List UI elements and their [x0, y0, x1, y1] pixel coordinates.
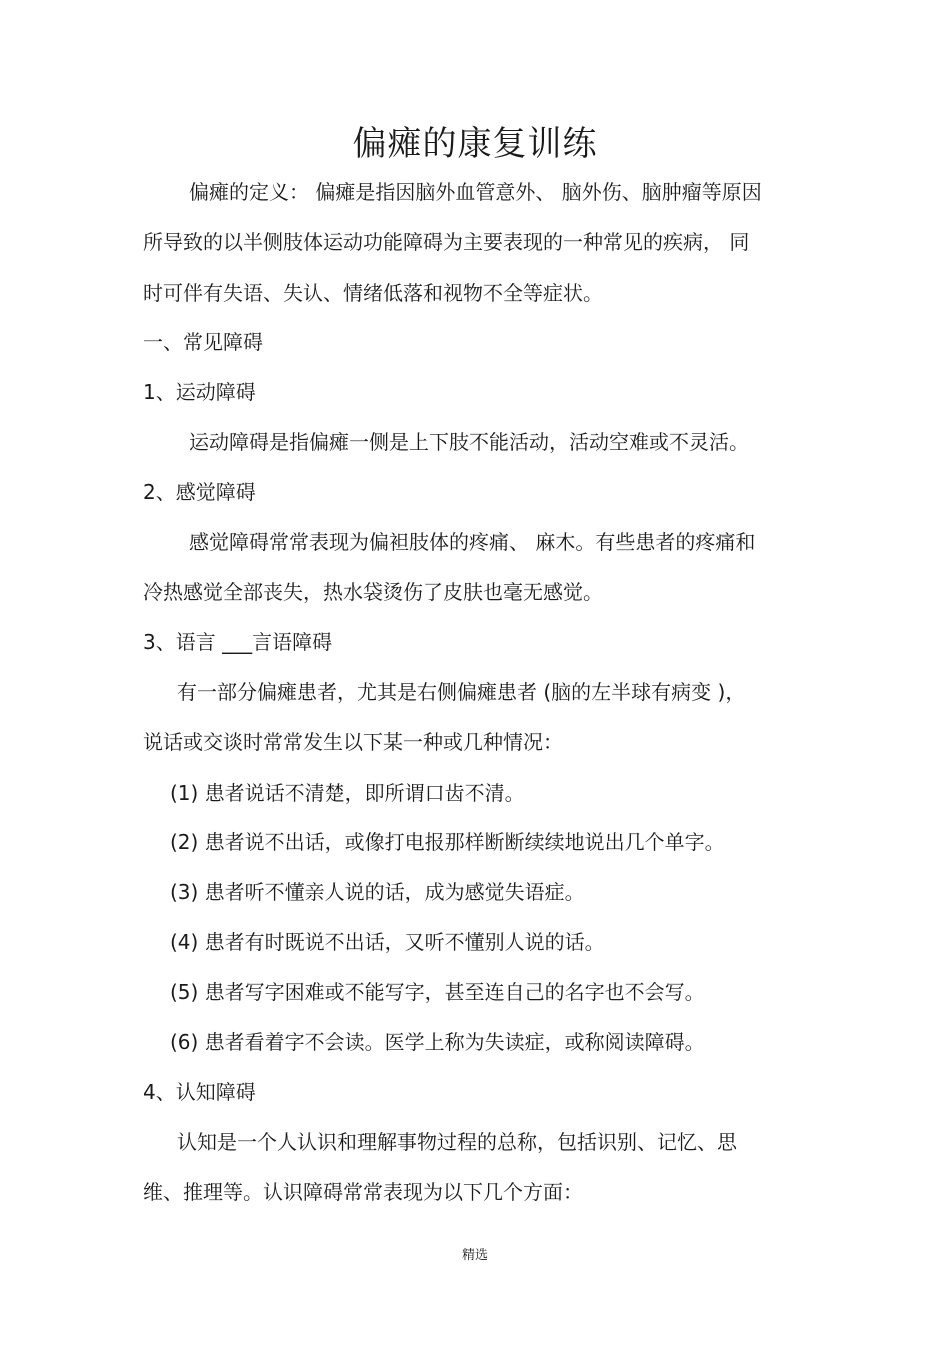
list-item: (3) 患者听不懂亲人说的话，成为感觉失语症。 — [170, 880, 585, 904]
sensory-disorder-line-2: 冷热感觉全部丧失，热水袋烫伤了皮肤也毫无感觉。 — [143, 580, 603, 604]
page-footer: 精选 — [461, 1248, 488, 1263]
list-item: (5) 患者写字困难或不能写字，甚至连自己的名字也不会写。 — [170, 980, 705, 1004]
cognitive-disorder-line-1: 认知是一个人认识和理解事物过程的总称，包括识别、记忆、思 — [177, 1130, 737, 1154]
definition-line-3: 时可伴有失语、失认、情绪低落和视物不全等症状。 — [143, 281, 603, 305]
page-title: 偏瘫的康复训练 — [352, 124, 598, 164]
subheading-cognitive-disorder: 4、认知障碍 — [143, 1080, 256, 1104]
motor-disorder-text: 运动障碍是指偏瘫一侧是上下肢不能活动，活动空难或不灵活。 — [189, 430, 749, 454]
speech-disorder-intro-line-1: 有一部分偏瘫患者，尤其是右侧偏瘫患者 (脑的左半球有病变 )， — [177, 680, 746, 704]
cognitive-disorder-line-2: 维、推理等。认识障碍常常表现为以下几个方面： — [143, 1180, 583, 1204]
definition-line-1: 偏瘫的定义： 偏瘫是指因脑外血管意外、 脑外伤、脑肿瘤等原因 — [189, 180, 762, 204]
list-item: (1) 患者说话不清楚，即所谓口齿不清。 — [170, 781, 525, 805]
speech-disorder-intro-line-2: 说话或交谈时常常发生以下某一种或几种情况： — [143, 730, 563, 754]
list-item: (2) 患者说不出话，或像打电报那样断断续续地说出几个单字。 — [170, 830, 725, 854]
subheading-motor-disorder: 1、运动障碍 — [143, 380, 256, 404]
list-item: (4) 患者有时既说不出话，又听不懂别人说的话。 — [170, 930, 605, 954]
list-item: (6) 患者看着字不会读。医学上称为失读症，或称阅读障碍。 — [170, 1030, 705, 1054]
subheading-speech-disorder: 3、语言 ___言语障碍 — [143, 630, 333, 654]
subheading-sensory-disorder: 2、感觉障碍 — [143, 480, 256, 504]
section-heading-common-disorders: 一、常见障碍 — [143, 330, 263, 354]
definition-line-2: 所导致的以半侧肢体运动功能障碍为主要表现的一种常见的疾病， 同 — [143, 230, 750, 254]
sensory-disorder-line-1: 感觉障碍常常表现为偏袒肢体的疼痛、 麻木。有些患者的疼痛和 — [189, 530, 756, 554]
